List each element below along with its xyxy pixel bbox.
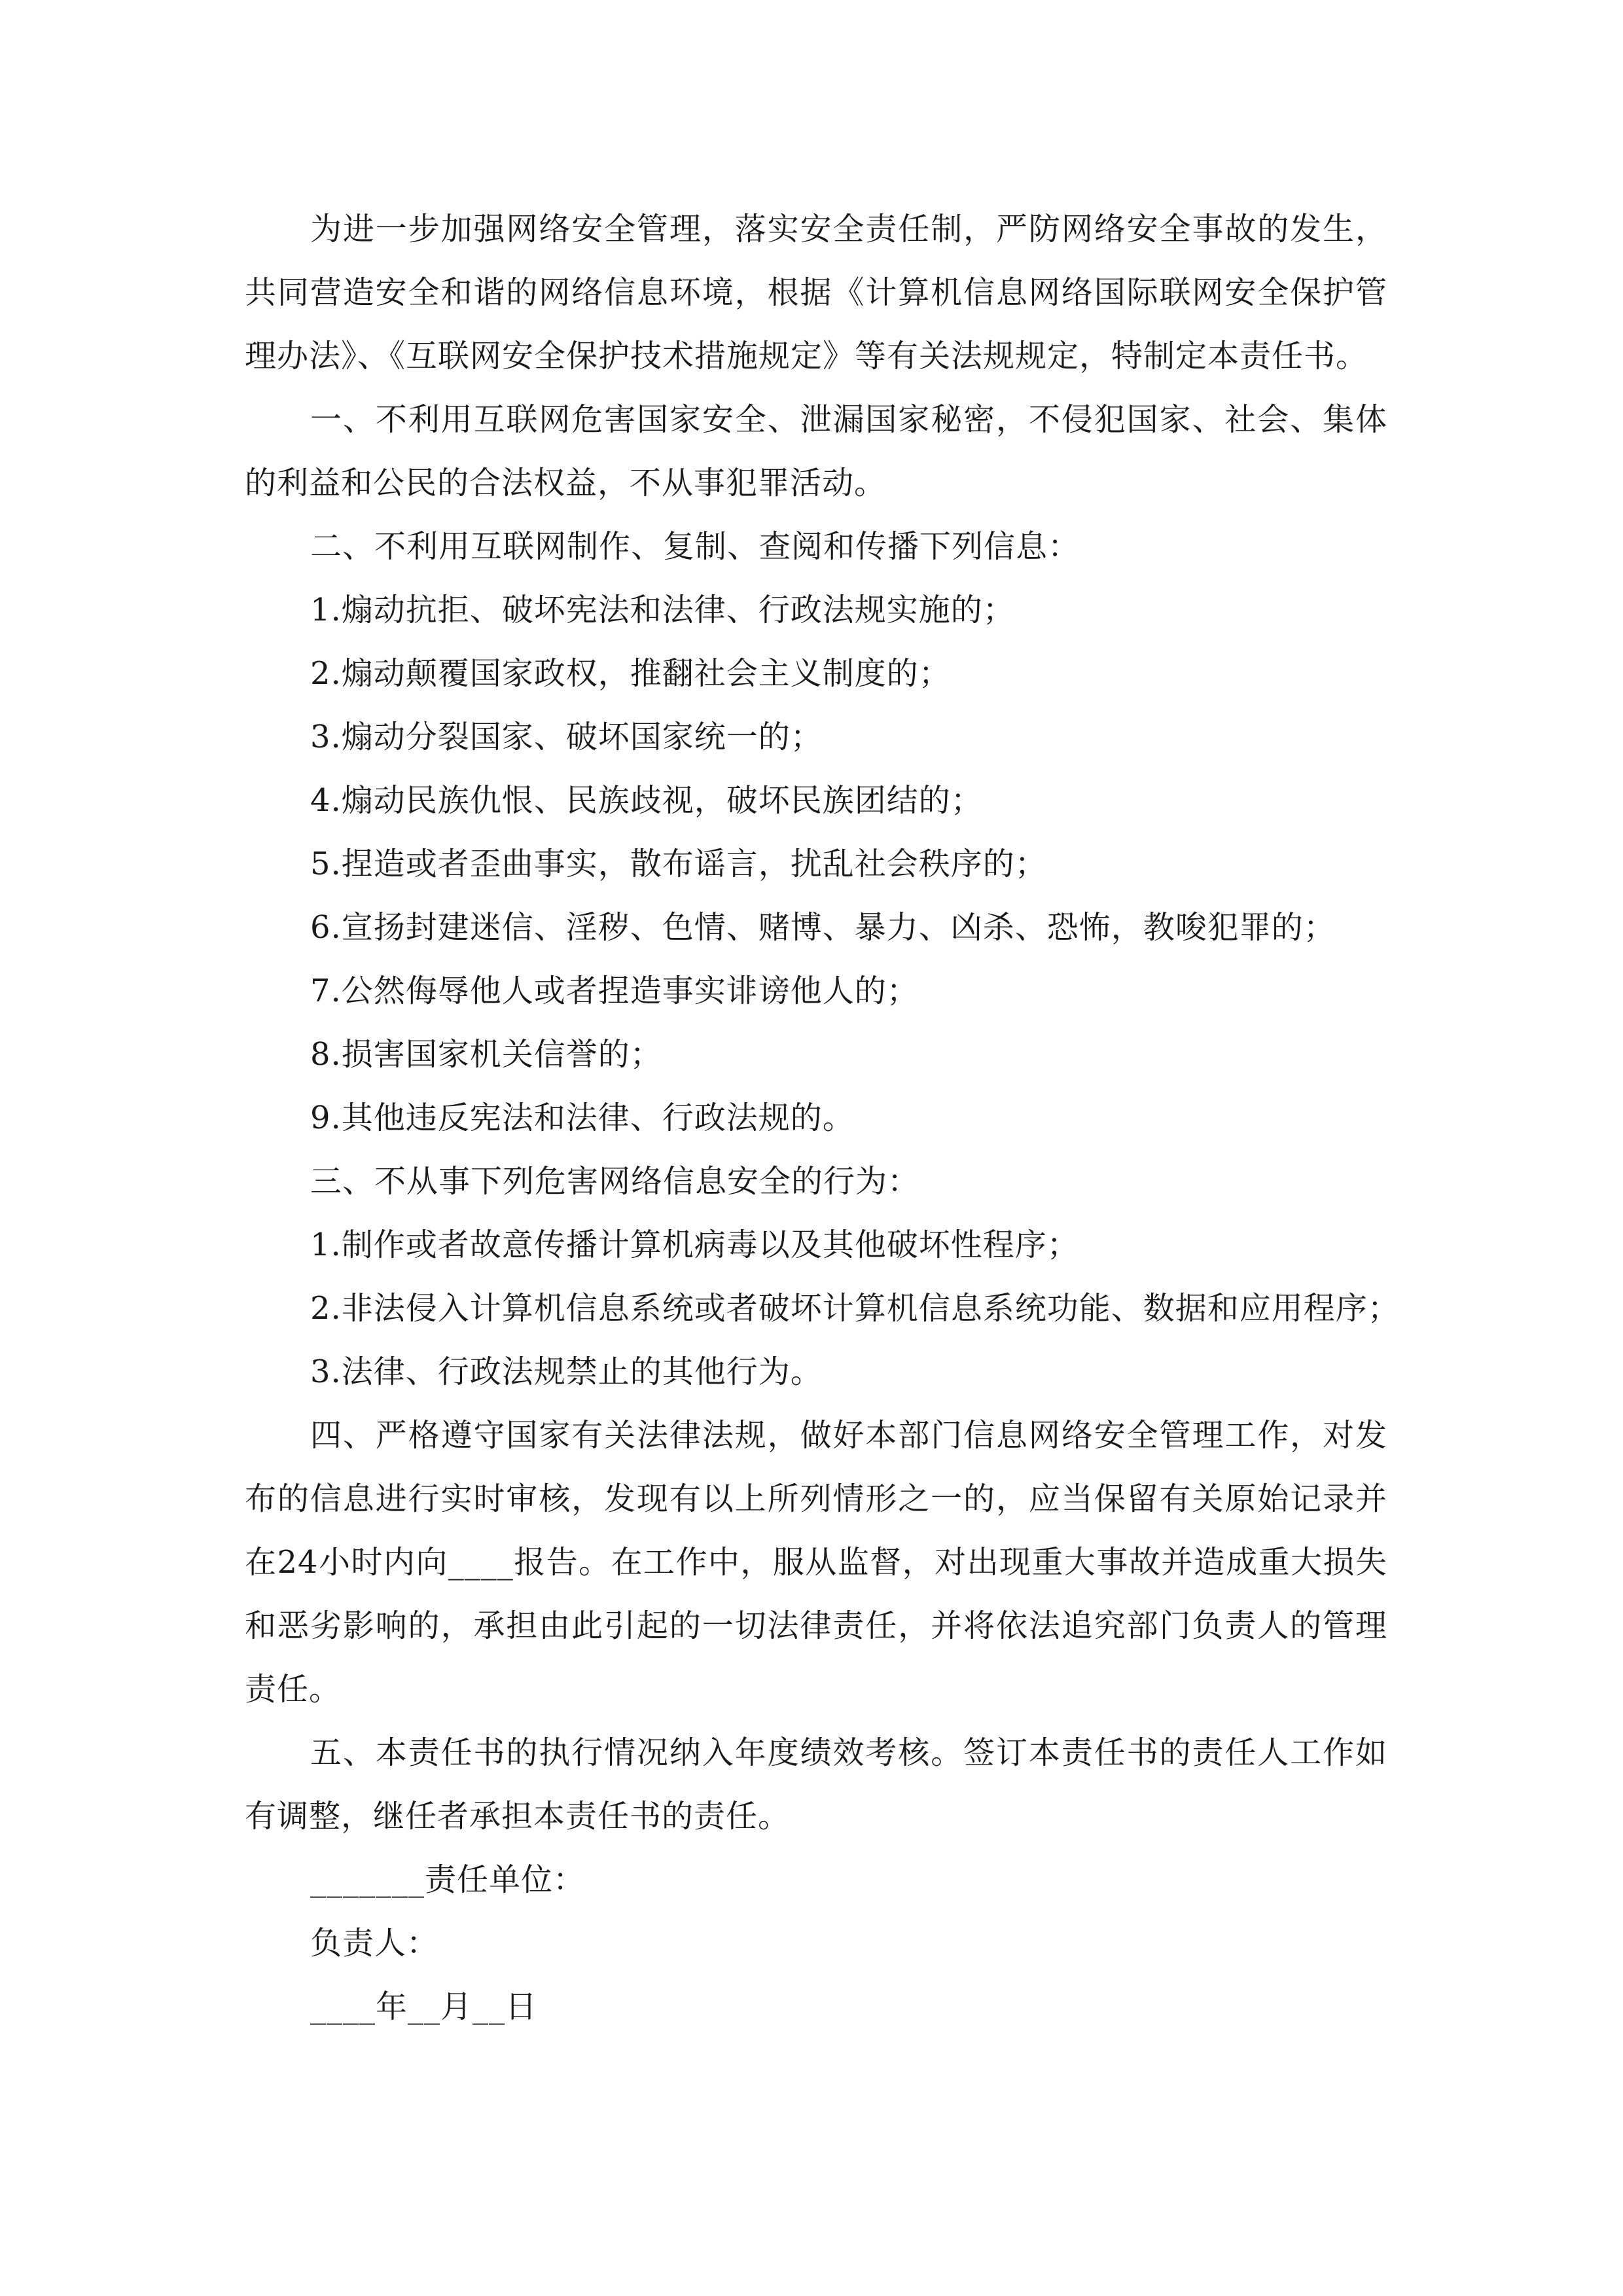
clause-2-item: 8.损害国家机关信誉的； <box>310 1036 662 1073</box>
signature-date: ____年__月__日 <box>310 1988 538 2025</box>
clause-5-paragraph: 五、本责任书的执行情况纳入年度绩效考核。签订本责任书的责任人工作如有调整，继任者承担本责任书的责任。 <box>245 1734 1387 1835</box>
clause-2-item: 5.捏造或者歪曲事实，散布谣言，扰乱社会秩序的； <box>310 846 1047 882</box>
clause-3-heading: 三、不从事下列危害网络信息安全的行为： <box>310 1163 920 1200</box>
intro-paragraph: 为进一步加强网络安全管理，落实安全责任制，严防网络安全事故的发生，共同营造安全和谐的网络信息环境，根据《计算机信息网络国际联网安全保护管理办法》、《互联网安全保护技术措施规定》等有关法规规定，特制定本责任书。 <box>245 211 1387 374</box>
clause-2-item: 7.公然侮辱他人或者捏造事实诽谤他人的； <box>310 973 919 1009</box>
document-body <box>245 198 1400 2039</box>
clause-2-item: 2.煽动颠覆国家政权，推翻社会主义制度的； <box>310 655 951 692</box>
clause-2-item: 3.煽动分裂国家、破坏国家统一的； <box>310 719 823 755</box>
clause-3-item: 3.法律、行政法规禁止的其他行为。 <box>310 1354 823 1390</box>
signature-person: 负责人： <box>310 1925 439 1962</box>
clause-4-paragraph: 四、严格遵守国家有关法律法规，做好本部门信息网络安全管理工作，对发布的信息进行实时审核，发现有以上所列情形之一的，应当保留有关原始记录并在24小时内向____报告。在工作中，服从监督，对出现重大事故并造成重大损失和恶劣影响的，承担由此引起的一切法律责任，并将依法追究部门负责人的管理责任。 <box>245 1417 1387 1708</box>
clause-2-item: 6.宣扬封建迷信、淫秽、色情、赌博、暴力、凶杀、恐怖，教唆犯罪的； <box>310 909 1336 946</box>
clause-3-item: 2.非法侵入计算机信息系统或者破坏计算机信息系统功能、数据和应用程序； <box>310 1290 1400 1327</box>
signature-unit: _______责任单位： <box>310 1861 586 1898</box>
clause-2-item: 1.煽动抗拒、破坏宪法和法律、行政法规实施的； <box>310 592 1015 628</box>
clause-3-item: 1.制作或者故意传播计算机病毒以及其他破坏性程序； <box>310 1227 1079 1263</box>
clause-2-heading: 二、不利用互联网制作、复制、查阅和传播下列信息： <box>310 528 1080 565</box>
clause-1-paragraph: 一、不利用互联网危害国家安全、泄漏国家秘密，不侵犯国家、社会、集体的利益和公民的合法权益，不从事犯罪活动。 <box>245 401 1387 501</box>
clause-2-item: 9.其他违反宪法和法律、行政法规的。 <box>310 1100 855 1136</box>
clause-2-item: 4.煽动民族仇恨、民族歧视，破坏民族团结的； <box>310 782 983 819</box>
